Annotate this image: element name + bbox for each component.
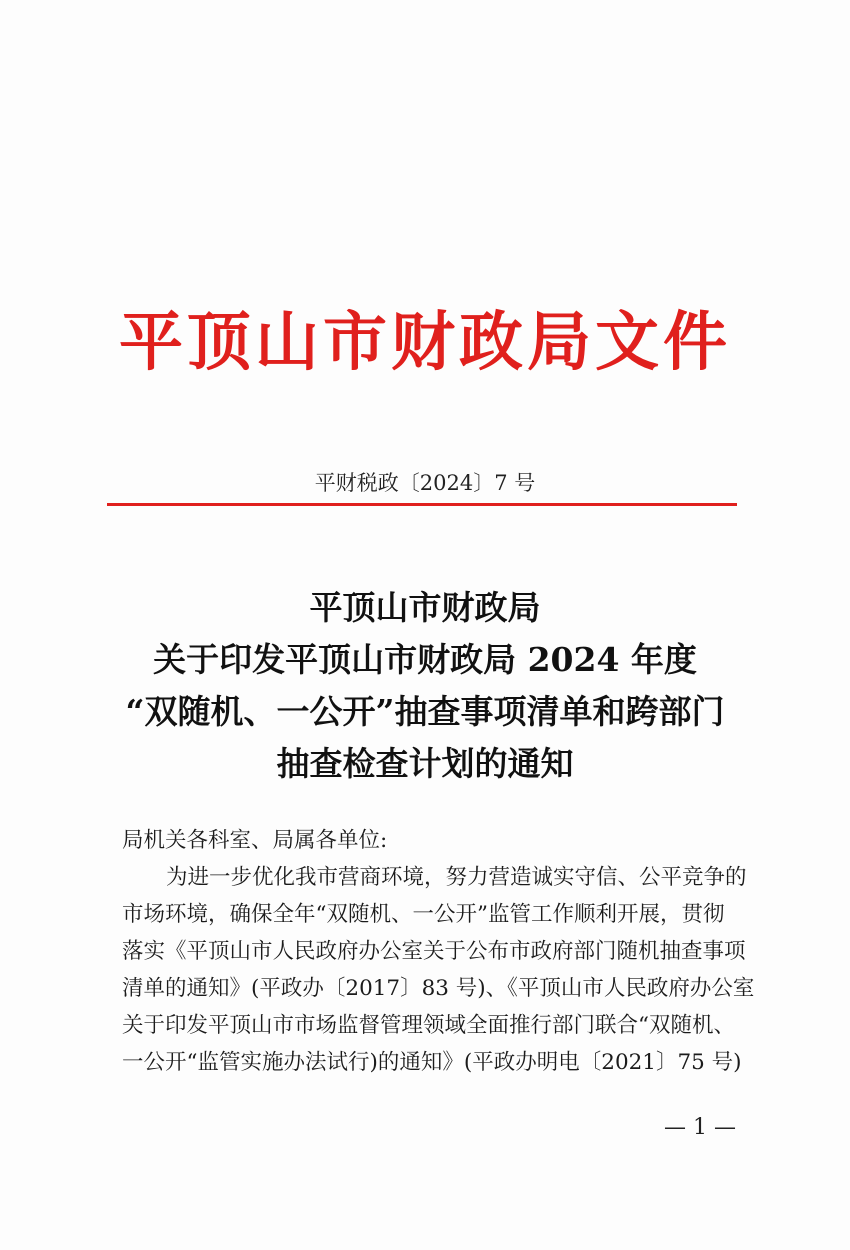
notice-title-line: 抽查检查计划的通知: [276, 744, 574, 783]
agency-header-title: 平顶山市财政局文件: [119, 305, 731, 380]
paragraph-line: 关于印发平顶山市市场监督管理领域全面推行部门联合“双随机、: [122, 1013, 735, 1038]
red-separator-line: [107, 503, 737, 506]
notice-title-line: 关于印发平顶山市财政局 2024 年度: [153, 640, 697, 679]
notice-title: [60, 582, 790, 790]
notice-title-line: 平顶山市财政局: [309, 588, 541, 627]
document-number: 平财税政〔2024〕7 号: [314, 471, 536, 495]
paragraph-line: 清单的通知》(平政办〔2017〕83 号)、《平顶山市人民政府办公室: [122, 976, 755, 1001]
paragraph-line: 落实《平顶山市人民政府办公室关于公布市政府部门随机抽查事项: [122, 939, 746, 964]
page-number: — 1 —: [664, 1115, 736, 1140]
notice-title-line: “双随机、一公开”抽查事项清单和跨部门: [125, 692, 725, 731]
salutation: 局机关各科室、局属各单位:: [122, 828, 388, 853]
paragraph-line: 一公开“监管实施办法试行)的通知》(平政办明电〔2021〕75 号): [122, 1050, 742, 1075]
body-text: [122, 822, 762, 1081]
paragraph-line: 为进一步优化我市营商环境，努力营造诚实守信、公平竞争的: [166, 865, 747, 890]
paragraph-line: 市场环境，确保全年“双随机、一公开”监管工作顺利开展，贯彻: [122, 902, 725, 927]
